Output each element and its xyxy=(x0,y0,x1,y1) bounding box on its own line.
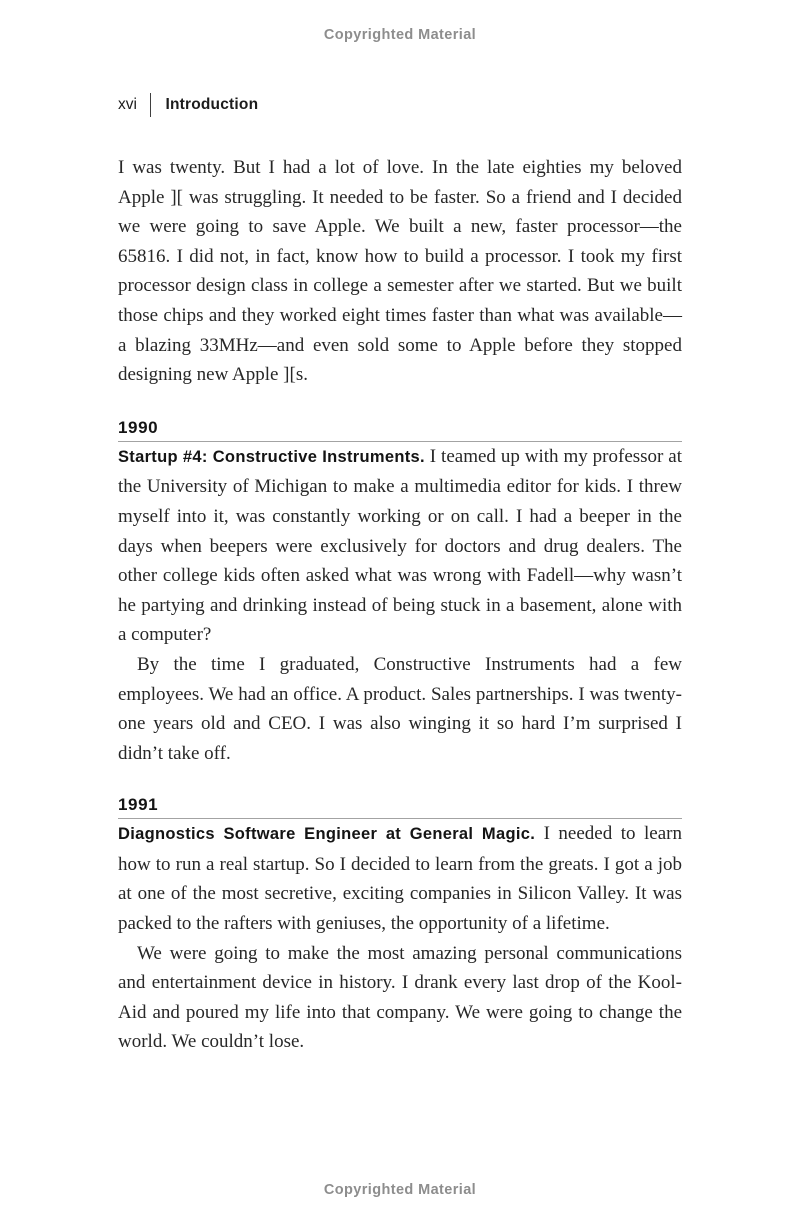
section-year: 1990 xyxy=(118,417,159,437)
page-number: xvi xyxy=(118,96,137,113)
intro-paragraph: I was twenty. But I had a lot of love. In the late eighties my beloved Apple ][ was struggling. It needed to be faster. So a friend and I decided we were going to save Apple. We built a new, faster processor—the 65816. I did not, in fact, know how to build a processor. I took my first processor design class in college a semester after we started. But we built those chips and they worked eight times faster than what was available—a blazing 33MHz—and even sold some to Apple before they stopped designing new Apple ][s. xyxy=(118,157,682,386)
section-heading-1991 xyxy=(118,795,682,819)
section-1991-lead-text: I needed to learn how to run a real startup. So I decided to learn from the greats. I got a job at one of the most secretive, exciting companies in Silicon Valley. It was packed to the rafters with geniuses, the opportunity of a lifetime. xyxy=(118,823,682,935)
header-divider xyxy=(150,93,152,117)
section-1990-lead-text: I teamed up with my professor at the University of Michigan to make a multimedia editor for kids. I threw myself into it, was constantly working or on call. I had a beeper in the days when beepers were exclusively for doctors and drug dealers. The other college kids often asked what was wrong with Fadell—why wasn’t he partying and drinking instead of being stuck in a basement, alone with a computer? xyxy=(118,445,683,646)
section-heading-1990 xyxy=(118,418,682,442)
chapter-title: Introduction xyxy=(165,96,259,113)
copyright-notice-top: Copyrighted Material xyxy=(323,27,477,43)
section-1990-lead: Startup #4: Constructive Instruments. xyxy=(118,447,425,466)
section-1990-lead-paragraph xyxy=(118,442,682,650)
body-text xyxy=(118,153,682,1057)
section-1991-paragraph-2: We were going to make the most amazing personal communications and entertainment device in history. I drank every last drop of the Kool-Aid and poured my life into that company. We were going to change the world. We couldn’t lose. xyxy=(118,942,682,1053)
page-header xyxy=(118,93,258,117)
copyright-notice-bottom: Copyrighted Material xyxy=(323,1182,477,1198)
section-1990-paragraph-2: By the time I graduated, Constructive Instruments had a few employees. We had an office. A product. Sales partnerships. I was twenty-one years old and CEO. I was also winging it so hard I’m surprised I didn’t take off. xyxy=(118,653,682,764)
section-1991-lead-paragraph xyxy=(118,819,682,938)
section-1991-lead: Diagnostics Software Engineer at General Magic. xyxy=(118,825,536,844)
section-year: 1991 xyxy=(118,795,159,815)
